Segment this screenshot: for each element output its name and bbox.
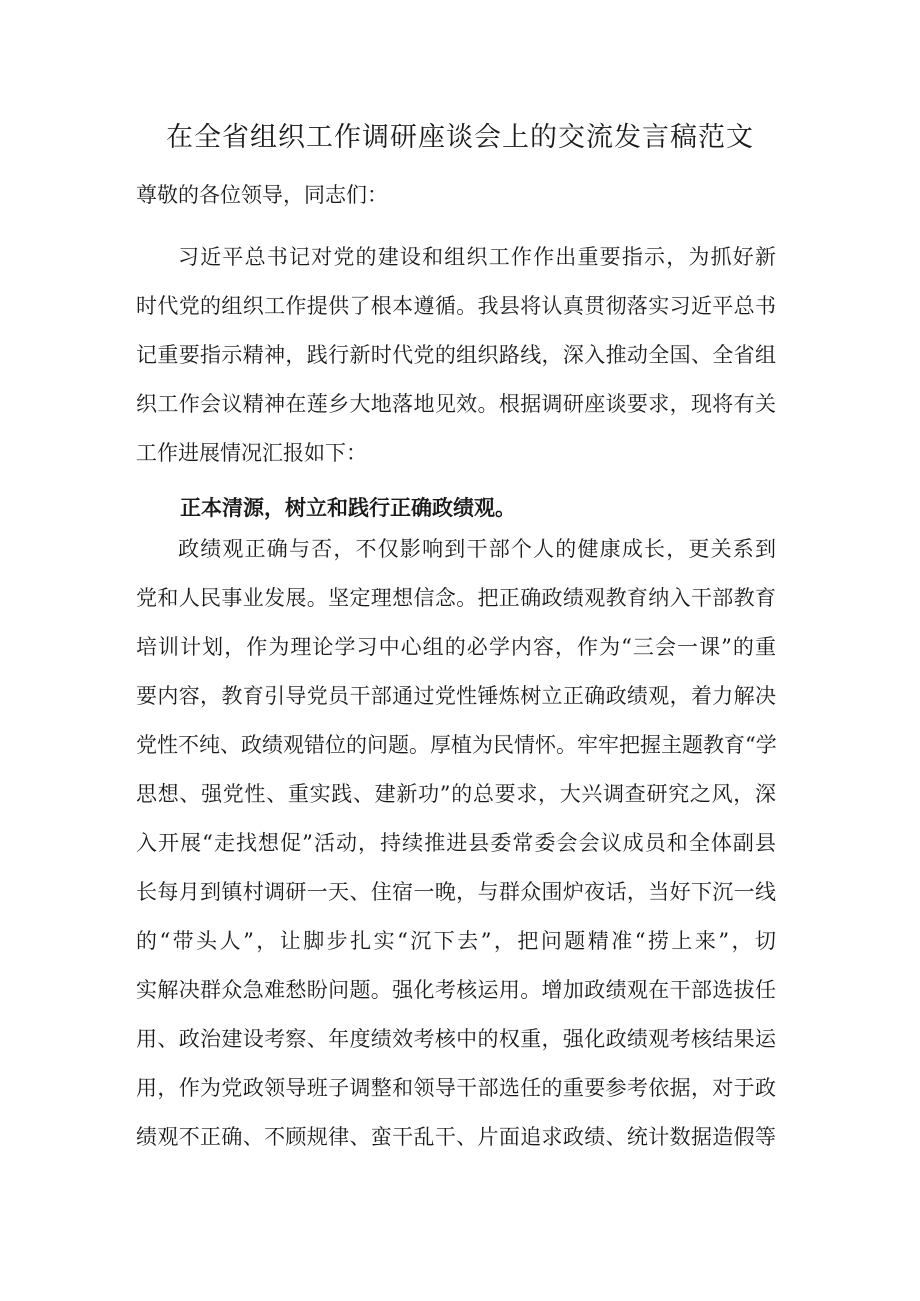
paragraph-line: 入开展“走找想促”活动，持续推进县委常委会会议成员和全体副县	[136, 831, 776, 855]
body-paragraph	[136, 525, 776, 1162]
paragraph-line: 党和人民事业发展。坚定理想信念。把正确政绩观教育纳入干部教育	[136, 586, 776, 610]
paragraph-line: 时代党的组织工作提供了根本遵循。我县将认真贯彻落实习近平总书	[136, 294, 776, 318]
paragraph-line: 培训计划，作为理论学习中心组的必学内容，作为“三会一课”的重	[136, 635, 776, 659]
paragraph-line: 用、政治建设考察、年度绩效考核中的权重，强化政绩观考核结果运	[136, 1027, 776, 1051]
paragraph-line: 绩观不正确、不顾规律、蛮干乱干、片面追求政绩、统计数据造假等	[136, 1125, 776, 1149]
paragraph-line: 记重要指示精神，践行新时代党的组织路线，深入推动全国、全省组	[136, 343, 776, 367]
document-title: 在全省组织工作调研座谈会上的交流发言稿范文	[166, 122, 754, 153]
paragraph-line: 思想、强党性、重实践、建新功”的总要求，大兴调查研究之风，深	[136, 782, 776, 806]
paragraph-line: 党性不纯、政绩观错位的问题。厚植为民情怀。牢牢把握主题教育“学	[136, 733, 777, 757]
paragraph-line: 习近平总书记对党的建设和组织工作作出重要指示，为抓好新	[178, 245, 776, 269]
paragraph-line: 长每月到镇村调研一天、住宿一晚，与群众围炉夜话，当好下沉一线	[136, 880, 776, 904]
paragraph-line: 的“带头人”，让脚步扎实“沉下去”，把问题精准“捞上来”，切	[136, 929, 776, 953]
salutation: 尊敬的各位领导，同志们：	[136, 183, 388, 207]
paragraph-line: 织工作会议精神在莲乡大地落地见效。根据调研座谈要求，现将有关	[136, 392, 776, 416]
paragraph-line: 要内容，教育引导党员干部通过党性锤炼树立正确政绩观，着力解决	[136, 684, 776, 708]
intro-paragraph	[136, 233, 776, 478]
paragraph-line: 用，作为党政领导班子调整和领导干部选任的重要参考依据，对于政	[136, 1076, 776, 1100]
paragraph-line: 政绩观正确与否，不仅影响到干部个人的健康成长，更关系到	[178, 537, 776, 561]
paragraph-line: 工作进展情况汇报如下：	[136, 441, 367, 465]
section-heading: 正本清源，树立和践行正确政绩观。	[180, 495, 516, 520]
paragraph-line: 实解决群众急难愁盼问题。强化考核运用。增加政绩观在干部选拔任	[136, 978, 776, 1002]
